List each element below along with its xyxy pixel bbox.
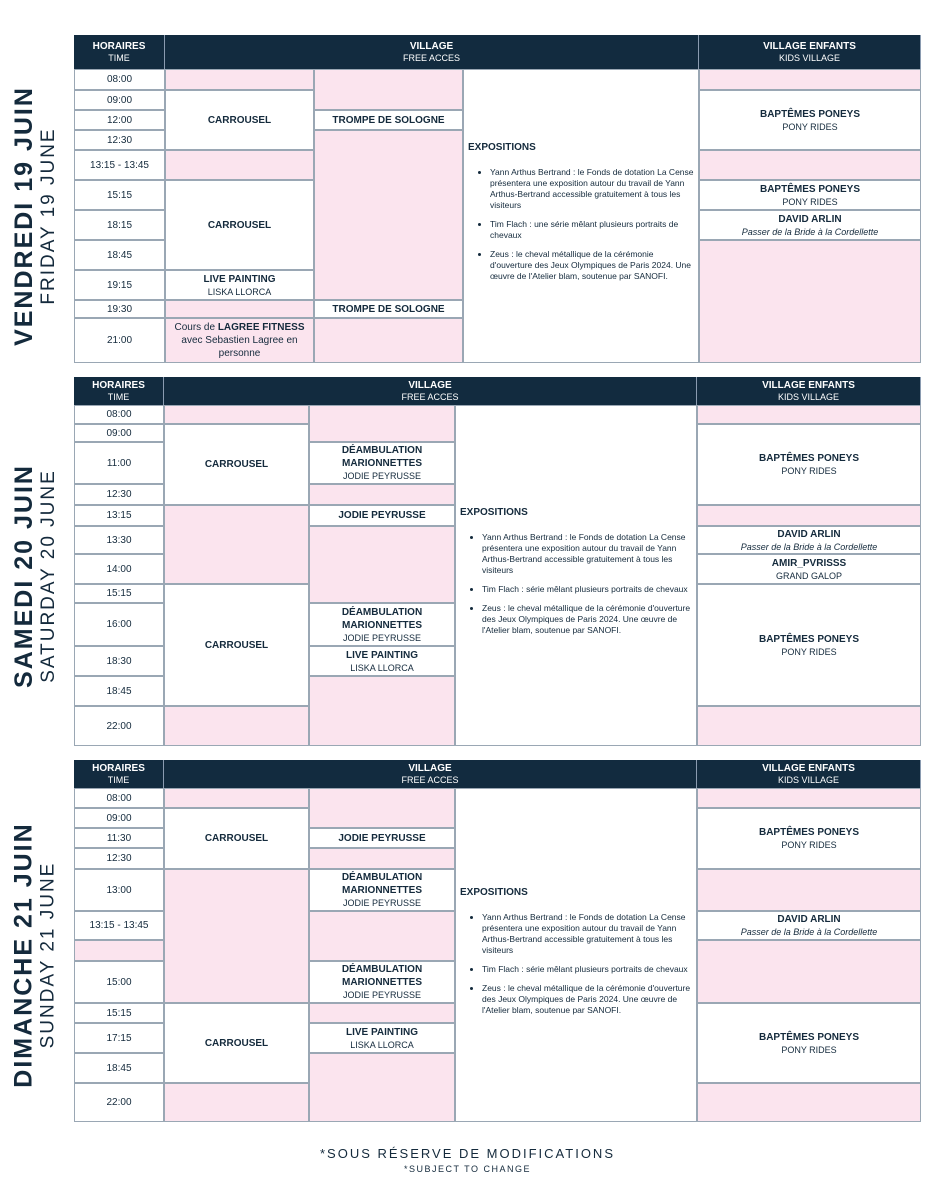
activity-pony-rides: BAPTÊMES PONEYS PONY RIDES [697, 424, 921, 505]
time-slot: 13:15 - 13:45 [74, 150, 165, 180]
time-slot: 15:15 [74, 1003, 164, 1023]
expositions-title: EXPOSITIONS [460, 886, 528, 898]
schedule-sunday [0, 760, 935, 1122]
time-slot: 12:30 [74, 848, 164, 869]
empty-slot [697, 788, 921, 808]
time-slot: 09:00 [74, 90, 165, 110]
time-slot: 12:30 [74, 130, 165, 150]
activity-david-arlin: DAVID ARLIN Passer de la Bride à la Cordellette [697, 911, 921, 940]
exposition-item: • Yann Arthus Bertrand : le Fonds de dotation La Cense présentera une exposition autour du travail de Yann Arthus-Bertrand accessible gratuitement à tous les visiteurs [482, 912, 692, 956]
expositions-panel [463, 69, 699, 363]
activity-amir-pvrisss: AMIR_PVRISSS GRAND GALOP [697, 554, 921, 584]
header-time: HORAIRES TIME [74, 377, 164, 405]
activity-carrousel: CARROUSEL [165, 90, 314, 150]
expositions-panel [455, 405, 697, 746]
empty-slot [697, 940, 921, 1003]
expositions-panel [455, 788, 697, 1122]
time-slot: 11:30 [74, 828, 164, 848]
empty-slot [164, 788, 309, 808]
activity-carrousel: CARROUSEL [164, 808, 309, 869]
empty-slot [309, 484, 455, 505]
empty-slot [697, 405, 921, 424]
day-title-fr: VENDREDI 19 JUIN [10, 86, 39, 346]
empty-slot [309, 1053, 455, 1122]
empty-slot [314, 318, 463, 363]
exposition-item: • Yann Arthus Bertrand : le Fonds de dotation La Cense présentera une exposition autour du travail de Yann Arthus-Bertrand accessible gratuitement à tous les visiteurs [482, 532, 692, 576]
expositions-title: EXPOSITIONS [460, 507, 528, 518]
activity-deambulation-marionnettes: DÉAMBULATION MARIONNETTES JODIE PEYRUSSE [309, 869, 455, 911]
activity-deambulation-marionnettes: DÉAMBULATION MARIONNETTES JODIE PEYRUSSE [309, 442, 455, 484]
time-slot: 08:00 [74, 405, 164, 424]
empty-slot [164, 869, 309, 1003]
day-label [0, 405, 70, 746]
empty-slot [164, 706, 309, 746]
time-slot: 22:00 [74, 706, 164, 746]
time-slot: 18:15 [74, 210, 165, 240]
day-title-en: FRIDAY 19 JUNE [38, 127, 60, 305]
activity-deambulation-marionnettes: DÉAMBULATION MARIONNETTES JODIE PEYRUSSE [309, 603, 455, 646]
exposition-item: • Yann Arthus Bertrand : le Fonds de dotation La Cense présentera une exposition autour du travail de Yann Arthus-Bertrand accessible gratuitement à tous les visiteurs [490, 167, 694, 211]
empty-slot [697, 706, 921, 746]
time-slot: 09:00 [74, 808, 164, 828]
time-slot: 13:00 [74, 869, 164, 911]
exposition-item: • Zeus : le cheval métallique de la cérémonie d'ouverture des Jeux Olympiques de Paris 2024. Une œuvre de l'Atelier blam, soutenue par SANOFI. [490, 249, 694, 282]
activity-deambulation-marionnettes: DÉAMBULATION MARIONNETTES JODIE PEYRUSSE [309, 961, 455, 1003]
time-slot: 17:15 [74, 1023, 164, 1053]
time-slot: 15:15 [74, 584, 164, 603]
exposition-item: • Tim Flach : une série mêlant plusieurs portraits de chevaux [490, 219, 694, 241]
empty-slot [309, 788, 455, 828]
schedule-saturday [0, 377, 935, 746]
empty-slot [309, 1003, 455, 1023]
time-slot: 14:00 [74, 554, 164, 584]
activity-carrousel: CARROUSEL [164, 584, 309, 706]
time-slot [74, 940, 164, 961]
footer-disclaimer-fr: *SOUS RÉSERVE DE MODIFICATIONS [319, 1146, 615, 1161]
activity-pony-rides: BAPTÊMES PONEYS PONY RIDES [697, 584, 921, 706]
time-slot: 12:00 [74, 110, 165, 130]
empty-slot [164, 505, 309, 584]
header-kids-village: VILLAGE ENFANTS KIDS VILLAGE [697, 760, 921, 788]
time-slot: 18:45 [74, 1053, 164, 1083]
time-slot: 12:30 [74, 484, 164, 505]
day-title-fr: SAMEDI 20 JUIN [10, 463, 39, 688]
header-kids-village: VILLAGE ENFANTS KIDS VILLAGE [699, 35, 921, 69]
day-title-en: SUNDAY 21 JUNE [38, 861, 59, 1049]
time-slot: 08:00 [74, 69, 165, 90]
empty-slot [309, 405, 455, 442]
header-village: VILLAGE FREE ACCES [164, 377, 697, 405]
time-slot: 11:00 [74, 442, 164, 484]
time-slot: 08:00 [74, 788, 164, 808]
activity-david-arlin: DAVID ARLIN Passer de la Bride à la Cordellette [699, 210, 921, 240]
activity-live-painting: LIVE PAINTING LISKA LLORCA [309, 1023, 455, 1053]
header-village: VILLAGE FREE ACCES [165, 35, 699, 69]
activity-carrousel: CARROUSEL [164, 1003, 309, 1083]
empty-slot [699, 69, 921, 90]
header-village: VILLAGE FREE ACCES [164, 760, 697, 788]
empty-slot [165, 150, 314, 180]
exposition-item: • Tim Flach : série mêlant plusieurs portraits de chevaux [482, 964, 692, 975]
day-title-fr: DIMANCHE 21 JUIN [10, 822, 38, 1088]
day-label [0, 788, 70, 1122]
activity-jodie-peyrusse: JODIE PEYRUSSE [309, 828, 455, 848]
time-slot: 18:45 [74, 240, 165, 270]
time-slot: 19:15 [74, 270, 165, 300]
header-time: HORAIRES TIME [74, 35, 165, 69]
time-slot: 18:45 [74, 676, 164, 706]
time-slot: 13:15 - 13:45 [74, 911, 164, 940]
footer-disclaimer-en: *SUBJECT TO CHANGE [403, 1164, 532, 1174]
activity-lagree-fitness: Cours de LAGREE FITNESS avec Sebastien Lagree en personne [165, 318, 314, 363]
time-slot: 16:00 [74, 603, 164, 646]
time-slot: 13:15 [74, 505, 164, 526]
empty-slot [165, 69, 314, 90]
time-slot: 22:00 [74, 1083, 164, 1122]
schedule-friday [0, 35, 935, 363]
empty-slot [309, 526, 455, 603]
activity-live-painting: LIVE PAINTING LISKA LLORCA [165, 270, 314, 300]
time-slot: 09:00 [74, 424, 164, 442]
empty-slot [164, 1083, 309, 1122]
activity-pony-rides: BAPTÊMES PONEYS PONY RIDES [697, 1003, 921, 1083]
exposition-item: • Zeus : le cheval métallique de la cérémonie d'ouverture des Jeux Olympiques de Paris 2024. Une œuvre de l'Atelier blam, soutenue par SANOFI. [482, 603, 692, 636]
time-slot: 15:15 [74, 180, 165, 210]
empty-slot [164, 405, 309, 424]
empty-slot [165, 300, 314, 318]
activity-live-painting: LIVE PAINTING LISKA LLORCA [309, 646, 455, 676]
exposition-item: • Tim Flach : série mêlant plusieurs portraits de chevaux [482, 584, 692, 595]
exposition-item: • Zeus : le cheval métallique de la cérémonie d'ouverture des Jeux Olympiques de Paris 2024. Une œuvre de l'Atelier blam, soutenue par SANOFI. [482, 983, 692, 1016]
empty-slot [314, 130, 463, 300]
empty-slot [697, 1083, 921, 1122]
expositions-title: EXPOSITIONS [468, 142, 536, 153]
activity-pony-rides: BAPTÊMES PONEYS PONY RIDES [699, 90, 921, 150]
empty-slot [309, 848, 455, 869]
activity-carrousel: CARROUSEL [165, 180, 314, 270]
empty-slot [699, 150, 921, 180]
activity-trompe-de-sologne: TROMPE DE SOLOGNE [314, 110, 463, 130]
empty-slot [697, 505, 921, 526]
activity-jodie-peyrusse: JODIE PEYRUSSE [309, 505, 455, 526]
empty-slot [699, 240, 921, 363]
time-slot: 19:30 [74, 300, 165, 318]
time-slot: 18:30 [74, 646, 164, 676]
activity-pony-rides: BAPTÊMES PONEYS PONY RIDES [699, 180, 921, 210]
header-time: HORAIRES TIME [74, 760, 164, 788]
activity-carrousel: CARROUSEL [164, 424, 309, 505]
activity-david-arlin: DAVID ARLIN Passer de la Bride à la Cordellette [697, 526, 921, 554]
header-kids-village: VILLAGE ENFANTS KIDS VILLAGE [697, 377, 921, 405]
empty-slot [309, 676, 455, 746]
empty-slot [697, 869, 921, 911]
day-title-en: SATURDAY 20 JUNE [38, 468, 60, 683]
time-slot: 21:00 [74, 318, 165, 363]
empty-slot [314, 69, 463, 110]
time-slot: 15:00 [74, 961, 164, 1003]
time-slot: 13:30 [74, 526, 164, 554]
activity-trompe-de-sologne: TROMPE DE SOLOGNE [314, 300, 463, 318]
day-label [0, 69, 70, 363]
empty-slot [309, 911, 455, 961]
activity-pony-rides: BAPTÊMES PONEYS PONY RIDES [697, 808, 921, 869]
